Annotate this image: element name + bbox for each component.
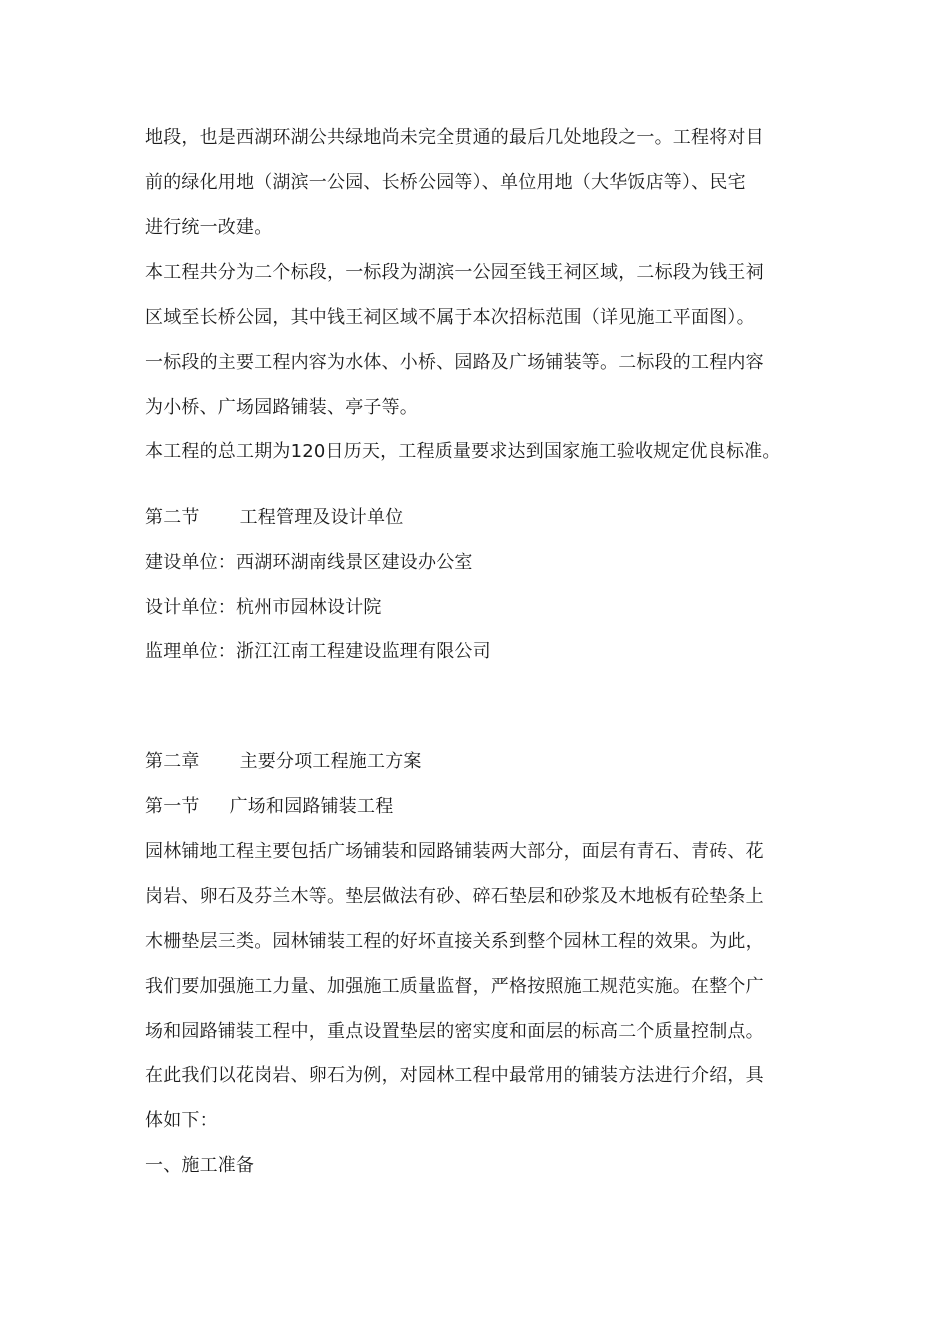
- paragraph-line: 区域至长桥公园，其中钱王祠区域不属于本次招标范围（详见施工平面图）。: [145, 307, 755, 328]
- designer-unit: 设计单位：杭州市园林设计院: [145, 597, 382, 618]
- section-number: 第一节: [145, 796, 200, 817]
- subheading: 一、施工准备: [145, 1155, 255, 1176]
- paragraph-line: 本工程的总工期为120日历天，工程质量要求达到国家施工验收规定优良标准。: [145, 441, 781, 462]
- paragraph-line: 木栅垫层三类。园林铺装工程的好坏直接关系到整个园林工程的效果。为此，: [145, 931, 764, 952]
- paragraph-line: 在此我们以花岗岩、卵石为例，对园林工程中最常用的铺装方法进行介绍，具: [145, 1065, 764, 1086]
- paragraph-line: 园林铺地工程主要包括广场铺装和园路铺装两大部分，面层有青石、青砖、花: [145, 841, 764, 862]
- builder-unit: 建设单位：西湖环湖南线景区建设办公室: [145, 552, 473, 573]
- paragraph-line: 前的绿化用地（湖滨一公园、长桥公园等）、单位用地（大华饭店等）、民宅: [145, 172, 746, 193]
- chapter-number: 第二章: [145, 751, 200, 772]
- section-title: 广场和园路铺装工程: [229, 796, 394, 817]
- chapter-title: 主要分项工程施工方案: [239, 751, 422, 772]
- paragraph-line: 进行统一改建。: [145, 217, 273, 238]
- section-heading: [145, 795, 393, 819]
- paragraph-line: 体如下：: [145, 1110, 218, 1131]
- paragraph-line: 地段，也是西湖环湖公共绿地尚未完全贯通的最后几处地段之一。工程将对目: [145, 127, 764, 148]
- paragraph-line: 岗岩、卵石及芬兰木等。垫层做法有砂、碎石垫层和砂浆及木地板有砼垫条上: [145, 886, 764, 907]
- chapter-heading: [145, 750, 422, 774]
- section-heading: [145, 506, 403, 530]
- paragraph-line: 为小桥、广场园路铺装、亭子等。: [145, 397, 418, 418]
- section-number: 第二节: [145, 507, 200, 528]
- supervisor-unit: 监理单位：浙江江南工程建设监理有限公司: [145, 641, 491, 662]
- section-title: 工程管理及设计单位: [239, 507, 404, 528]
- paragraph-line: 我们要加强施工力量、加强施工质量监督，严格按照施工规范实施。在整个广: [145, 976, 764, 997]
- paragraph-line: 场和园路铺装工程中，重点设置垫层的密实度和面层的标高二个质量控制点。: [145, 1021, 764, 1042]
- paragraph-line: 本工程共分为二个标段，一标段为湖滨一公园至钱王祠区域，二标段为钱王祠: [145, 262, 764, 283]
- paragraph-line: 一标段的主要工程内容为水体、小桥、园路及广场铺装等。二标段的工程内容: [145, 352, 764, 373]
